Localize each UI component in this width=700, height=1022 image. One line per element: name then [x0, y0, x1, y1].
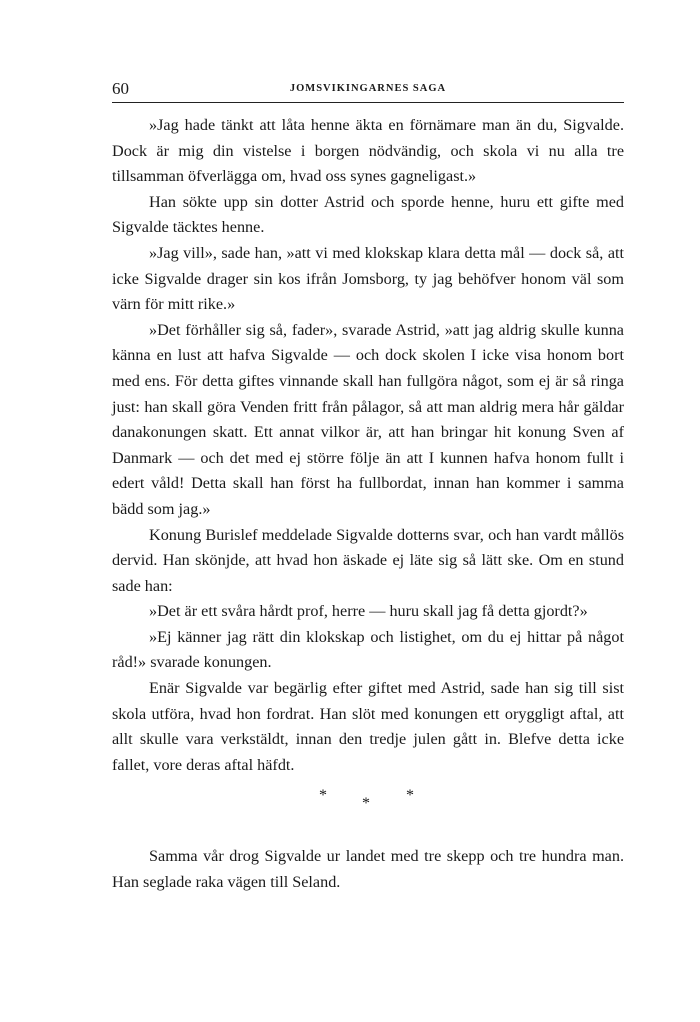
- separator-asterisk: *: [406, 787, 414, 805]
- page-number: 60: [112, 79, 129, 98]
- page-header: [112, 72, 624, 103]
- paragraph: »Ej känner jag rätt din klokskap och listighet, om du ej hittar på något råd!» svarade konungen.: [112, 627, 624, 672]
- paragraph: »Jag hade tänkt att låta henne äkta en förnämare man än du, Sigvalde. Dock är mig din vistelse i borgen nödvändig, och skola vi nu alla tre tillsamman öfverlägga om, hvad oss synes gagneligast.»: [112, 116, 624, 186]
- running-title: JOMSVIKINGARNES SAGA: [289, 83, 447, 94]
- body-text: [112, 113, 624, 896]
- paragraph: »Det är ett svåra hårdt prof, herre — huru skall jag få detta gjordt?»: [149, 602, 588, 621]
- separator-asterisk: *: [319, 787, 327, 805]
- section-separator: [112, 786, 624, 836]
- paragraph: »Jag vill», sade han, »att vi med klokskap klara detta mål — dock så, att icke Sigvalde drager sin kos ifrån Jomsborg, ty jag behöfver honom väl som värn för mitt rike.»: [112, 243, 624, 314]
- paragraph: Konung Burislef meddelade Sigvalde dotterns svar, och han vardt mållös dervid. Han skönjde, att hvad hon äskade ej läte sig så lätt ske. Om en stund sade han:: [112, 525, 624, 595]
- paragraph: »Det förhåller sig så, fader», svarade Astrid, »att jag aldrig skulle kunna känna en lust att hafva Sigvalde — och dock skolen I icke visa honom bort med ens. För detta giftes vinnande skall han fullgöra något, som ej är så ringa just: han skall göra Venden fritt från pålagor, så att man aldrig mera hår gäldar danakonungen skatt. Ett annat vilkor är, att han bringar hit konung Sven af Danmark — och det med ej större följe än att I kunnen hafva honom fullt i edert våld! Detta skall han först ha fullbordat, innan han kommer i samma bädd som jag.»: [112, 320, 624, 518]
- paragraph: Han sökte upp sin dotter Astrid och sporde henne, huru ett gifte med Sigvalde täcktes henne.: [112, 192, 624, 237]
- book-page: [112, 72, 624, 896]
- paragraph: Samma vår drog Sigvalde ur landet med tre skepp och tre hundra man. Han seglade raka vägen till Seland.: [112, 847, 624, 892]
- paragraph: Enär Sigvalde var begärlig efter giftet med Astrid, sade han sig till sist skola utföra, hvad hon fordrat. Han slöt med konungen ett oryggligt aftal, att allt skulle vara verkstäldt, innan den tredje julen gått in. Blefve detta icke fallet, vore deras aftal häfdt.: [112, 679, 624, 774]
- separator-asterisk: *: [362, 795, 370, 813]
